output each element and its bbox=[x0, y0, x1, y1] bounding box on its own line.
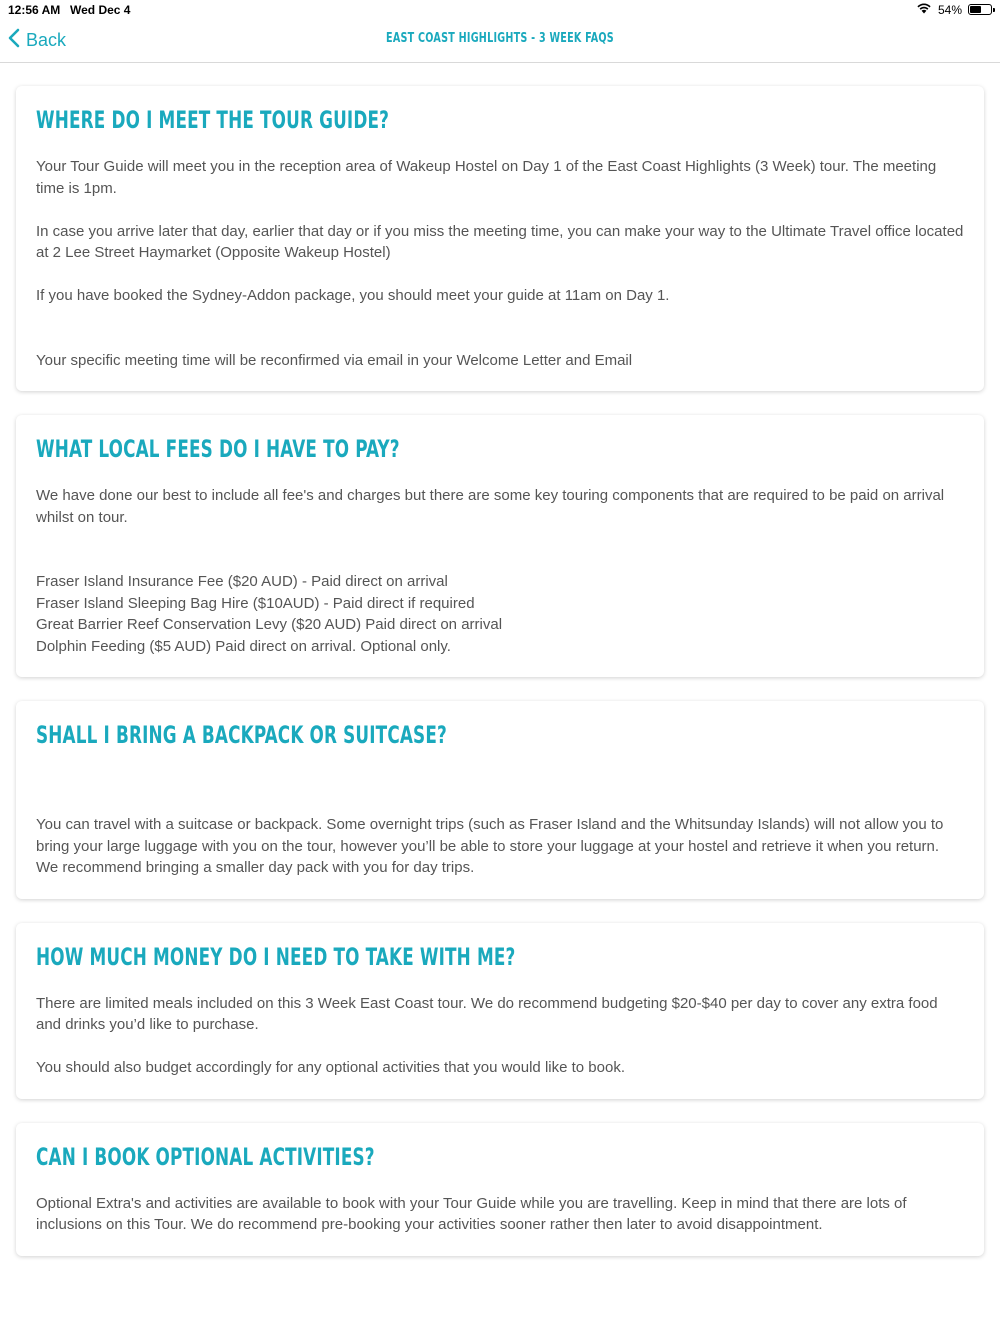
faq-card-optional-activities bbox=[16, 1123, 984, 1256]
faq-title: CAN I BOOK OPTIONAL ACTIVITIES? bbox=[36, 1142, 375, 1171]
page-title: EAST COAST HIGHLIGHTS - 3 WEEK FAQS bbox=[386, 31, 614, 46]
status-time: 12:56 AM bbox=[8, 3, 61, 17]
status-bar bbox=[0, 0, 1000, 20]
faq-paragraph: You can travel with a suitcase or backpack. Some overnight trips (such as Fraser Island and the Whitsunday Islands) will not allow you to bring your large luggage with you on the tour, however you’ll be able to store your luggage at your hostel and retrieve it when you return. We recommend bringing a smaller day pack with you for day trips. bbox=[36, 816, 944, 876]
faq-paragraph: You should also budget accordingly for any optional activities that you would like to book. bbox=[36, 1059, 625, 1076]
faq-paragraph: Optional Extra's and activities are available to book with your Tour Guide while you are travelling. Keep in mind that there are lots of inclusions on this Tour. We do recommend pre-booking your activities sooner rather then later to avoid disappointment. bbox=[36, 1194, 907, 1233]
battery-level bbox=[970, 6, 981, 13]
faq-list bbox=[16, 86, 984, 1280]
faq-title: SHALL I BRING A BACKPACK OR SUITCASE? bbox=[36, 721, 447, 749]
back-button[interactable] bbox=[8, 28, 66, 53]
fee-item: Great Barrier Reef Conservation Levy ($20 AUD) Paid direct on arrival bbox=[36, 616, 503, 633]
faq-title: HOW MUCH MONEY DO I NEED TO TAKE WITH ME? bbox=[36, 942, 516, 971]
faq-paragraph: If you have booked the Sydney-Addon package, you should meet your guide at 11am on Day 1. bbox=[36, 287, 670, 304]
faq-card-local-fees bbox=[16, 415, 984, 677]
faq-paragraph: There are limited meals included on this 3 Week East Coast tour. We do recommend budgeting $20-$40 per day to cover any extra food and drinks you’d like to purchase. bbox=[36, 994, 938, 1033]
faq-paragraph: In case you arrive later that day, earlier that day or if you miss the meeting time, you can make your way to the Ultimate Travel office located at 2 Lee Street Haymarket (Opposite Wakeup Hostel) bbox=[36, 222, 964, 261]
faq-title: WHAT LOCAL FEES DO I HAVE TO PAY? bbox=[36, 435, 400, 463]
faq-paragraph: Your Tour Guide will meet you in the reception area of Wakeup Hostel on Day 1 of the East Coast Highlights (3 Week) tour. The meeting time is 1pm. bbox=[36, 158, 937, 197]
faq-paragraph: We have done our best to include all fee's and charges but there are some key touring components that are required to be paid on arrival whilst on tour. bbox=[36, 487, 945, 526]
faq-paragraph: Your specific meeting time will be reconfirmed via email in your Welcome Letter and Email bbox=[36, 351, 633, 369]
wifi-icon bbox=[916, 2, 932, 17]
status-date: Wed Dec 4 bbox=[70, 3, 131, 17]
faq-title: WHERE DO I MEET THE TOUR GUIDE? bbox=[36, 106, 390, 134]
fee-item: Fraser Island Sleeping Bag Hire ($10AUD) - Paid direct if required bbox=[36, 594, 475, 612]
battery-icon bbox=[968, 4, 992, 15]
fee-item: Dolphin Feeding ($5 AUD) Paid direct on arrival. Optional only. bbox=[36, 637, 451, 655]
status-indicators bbox=[916, 2, 992, 17]
navigation-bar bbox=[0, 20, 1000, 63]
faq-card-backpack bbox=[16, 701, 984, 899]
chevron-left-icon bbox=[8, 28, 20, 53]
faq-card-meet-guide bbox=[16, 86, 984, 391]
fee-item: Fraser Island Insurance Fee ($20 AUD) - Paid direct on arrival bbox=[36, 573, 448, 590]
back-label: Back bbox=[26, 30, 67, 50]
faq-card-money bbox=[16, 923, 984, 1099]
battery-percent: 54% bbox=[937, 2, 962, 17]
